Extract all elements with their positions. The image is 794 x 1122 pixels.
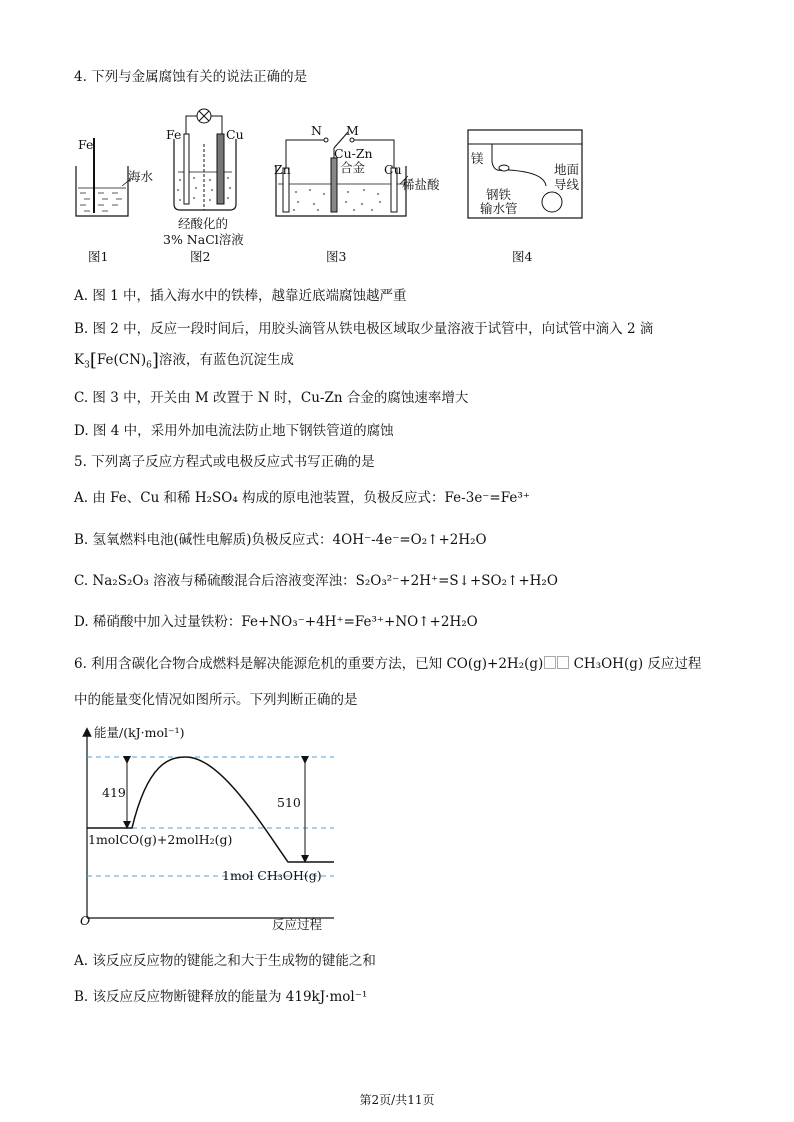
q5-option-b: B. 氢氧燃料电池(碱性电解质)负极反应式：4OH⁻-4e⁻=O₂↑+2H₂O xyxy=(74,532,487,548)
fig2-solution-2: 3% NaCl溶液 xyxy=(163,232,244,247)
q4-option-b-line2 xyxy=(74,351,294,375)
equilibrium-arrow-icon xyxy=(557,656,569,669)
diagram-y-label: 能量/(kJ·mol⁻¹) xyxy=(94,725,185,740)
fig2-left-electrode: Fe xyxy=(166,127,182,142)
figure-2 xyxy=(164,104,254,214)
fig3-switch-n: N xyxy=(311,123,322,138)
fig4-caption: 图4 xyxy=(512,249,533,264)
diagram-x-label: 反应过程 xyxy=(272,917,323,932)
q4-stem: 4. 下列与金属腐蚀有关的说法正确的是 xyxy=(74,69,308,85)
fig3-acid: 稀盐酸 xyxy=(402,177,440,192)
fig4-pipe-2: 输水管 xyxy=(480,201,518,216)
fig4-ground-1: 地面 xyxy=(554,162,580,177)
diagram-product-label: 1mol CH₃OH(g) xyxy=(222,868,322,883)
q6-stem-part2: CH₃OH(g) 反应过程 xyxy=(573,656,702,672)
diagram-ea-value: 419 xyxy=(102,785,126,800)
potassium-ferricyanide-formula: $K_3[Fe(CN)_6]$ xyxy=(74,350,159,371)
page-footer: 第2页/共11页 xyxy=(359,1093,435,1107)
q6-stem-line1 xyxy=(74,655,701,673)
q4-option-d: D. 图 4 中，采用外加电流法防止地下钢铁管道的腐蚀 xyxy=(74,423,394,439)
fig4-magnesium: 镁 xyxy=(471,151,484,166)
fig3-alloy-2: 合金 xyxy=(340,160,366,175)
diagram-reactants-label: 1molCO(g)+2molH₂(g) xyxy=(88,832,233,847)
fig2-caption: 图2 xyxy=(190,249,211,264)
q4-option-c: C. 图 3 中，开关由 M 改置于 N 时，Cu-Zn 合金的腐蚀速率增大 xyxy=(74,390,469,406)
fig3-cu: Cu xyxy=(384,162,402,177)
fig4-pipe-1: 钢铁 xyxy=(486,187,512,202)
fig4-ground-2: 导线 xyxy=(554,177,580,192)
fig1-liquid-label: 海水 xyxy=(128,169,154,184)
q4-option-b-text: 溶液，有蓝色沉淀生成 xyxy=(158,352,294,368)
q5-option-d: D. 稀硝酸中加入过量铁粉：Fe+NO₃⁻+4H⁺=Fe³⁺+NO↑+2H₂O xyxy=(74,614,478,630)
fig1-caption: 图1 xyxy=(88,249,109,264)
fig3-switch-m: M xyxy=(346,123,359,138)
fig2-solution-1: 经酸化的 xyxy=(178,216,229,231)
q6-stem-part1: 6. 利用含碳化合物合成燃料是解决能源危机的重要方法，已知 CO(g)+2H₂(g) xyxy=(74,656,544,672)
q5-option-a: A. 由 Fe、Cu 和稀 H₂SO₄ 构成的原电池装置，负极反应式：Fe-3e⁻=Fe³⁺ xyxy=(74,490,530,506)
q6-option-a: A. 该反应反应物的键能之和大于生成物的键能之和 xyxy=(74,953,376,969)
fig3-zn: Zn xyxy=(274,162,291,177)
q4-option-a: A. 图 1 中，插入海水中的铁棒，越靠近底端腐蚀越严重 xyxy=(74,288,407,304)
diagram-origin: O xyxy=(80,913,91,928)
energy-diagram xyxy=(70,722,370,937)
fig3-caption: 图3 xyxy=(326,249,347,264)
fig2-right-electrode: Cu xyxy=(226,127,244,142)
fig1-metal-label: Fe xyxy=(78,137,94,152)
equilibrium-arrow-icon xyxy=(544,656,556,669)
q4-option-b-line1: B. 图 2 中，反应一段时间后，用胶头滴管从铁电极区域取少量溶液于试管中，向试管中滴入 2 滴 xyxy=(74,321,654,337)
q5-stem: 5. 下列离子反应方程式或电极反应式书写正确的是 xyxy=(74,454,375,470)
diagram-delta-value: 510 xyxy=(277,795,301,810)
fig3-alloy-1: Cu-Zn xyxy=(334,146,373,161)
q5-option-c: C. Na₂S₂O₃ 溶液与稀硫酸混合后溶液变浑浊：S₂O₃²⁻+2H⁺=S↓+SO₂↑+H₂O xyxy=(74,573,558,589)
q6-option-b: B. 该反应反应物断键释放的能量为 419kJ·mol⁻¹ xyxy=(74,989,368,1005)
q6-stem-line2: 中的能量变化情况如图所示。下列判断正确的是 xyxy=(74,692,358,708)
